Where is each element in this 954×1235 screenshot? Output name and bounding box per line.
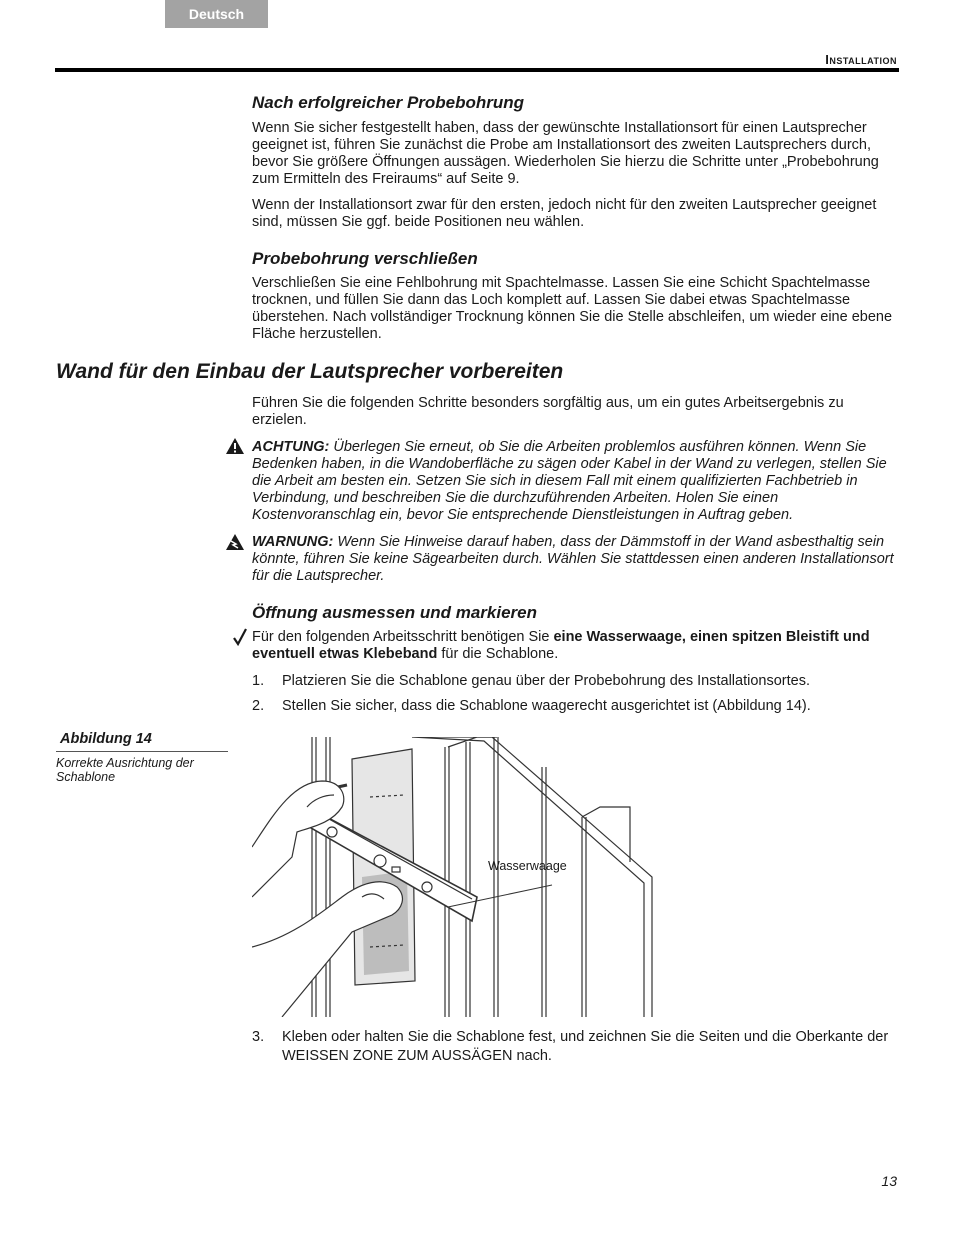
main-heading: Wand für den Einbau der Lautsprecher vorbereiten [56, 360, 564, 383]
list-item [252, 697, 892, 717]
step-number: 1. [252, 673, 265, 689]
tools-text: Für den folgenden Arbeitsschritt benötigen Sie [252, 629, 554, 645]
step-number: 2. [252, 698, 265, 714]
paragraph: Wenn Sie sicher festgestellt haben, dass der gewünschte Installationsort für einen Lautsprecher geeignet ist, führen Sie zunächst die Probe am Installationsort des zweiten Lautsprechers durch, bevor Sie größere Öffnungen aussägen. Wiederholen Sie hierzu die Schritte unter „Probebohrung zum Ermitteln des Freiraums“ auf Seite 9. [252, 120, 879, 187]
tools-text-end: für die Schablone. [437, 646, 559, 662]
language-tab: Deutsch [165, 0, 268, 28]
paragraph: Verschließen Sie eine Fehlbohrung mit Spachtelmasse. Lassen Sie eine Schicht Spachtelmasse trocknen, und füllen Sie dann das Loch komplett auf. Lassen Sie dabei etwas Spachtelmasse überstehen. Nach vollständiger Trocknung können Sie die Stelle abschleifen, um wieder eine ebene Fläche herzustellen. [252, 275, 893, 342]
figure-illustration [252, 737, 670, 1017]
warning-text: Wenn Sie Hinweise darauf haben, dass der Dämmstoff in der Wand asbesthaltig sein könnte, führen Sie keine Sägearbeiten durch. Wählen Sie stattdessen einen anderen Installationsort für die Lautsprecher. [252, 534, 894, 584]
header-rule [55, 68, 899, 72]
step-number: 3. [252, 1029, 265, 1045]
caution-note [252, 439, 900, 524]
step-text: Kleben oder halten Sie die Schablone fest, und zeichnen Sie die Seiten und die Oberkante der WEISSEN ZONE ZUM AUSSÄGEN nach. [282, 1029, 889, 1064]
checkmark-icon [232, 628, 248, 646]
list-item [252, 1028, 892, 1068]
section-title: Nach erfolgreicher Probebohrung [252, 93, 525, 112]
section-measure-mark [252, 604, 900, 621]
list-item [252, 672, 892, 692]
figure-callout: Wasserwaage [488, 859, 567, 873]
page-number: 13 [881, 1173, 897, 1189]
section-title: Öffnung ausmessen und markieren [252, 603, 537, 622]
running-head: Installation [825, 52, 897, 67]
tools-note [252, 629, 900, 663]
figure-caption: Korrekte Ausrichtung der Schablone [56, 756, 194, 784]
step-text: Platzieren Sie die Schablone genau über der Probebohrung des Installationsortes. [282, 673, 810, 689]
step-text: Stellen Sie sicher, dass die Schablone waagerecht ausgerichtet ist (Abbildung 14). [282, 698, 811, 714]
warning-icon [225, 533, 245, 551]
intro-paragraph: Führen Sie die folgenden Schritte besonders sorgfältig aus, um ein gutes Arbeitsergebnis zu erzielen. [252, 395, 844, 428]
warning-label: WARNUNG: [252, 534, 334, 550]
figure-label: Abbildung 14 [56, 731, 228, 752]
section-successful-test [252, 94, 900, 231]
paragraph: Wenn der Installationsort zwar für den ersten, jedoch nicht für den zweiten Lautsprecher geeignet sind, müssen Sie ggf. beide Positionen neu wählen. [252, 197, 877, 230]
warning-note [252, 534, 900, 585]
caution-icon [225, 437, 245, 455]
section-title: Probebohrung verschließen [252, 249, 478, 268]
caution-text: Überlegen Sie erneut, ob Sie die Arbeiten problemlos ausführen können. Wenn Sie Bedenken haben, in die Wandoberfläche zu sägen oder Kabel in der Wand zu verlegen, stellen Sie die Arbeit am besten ein. Setzen Sie sich in diesem Fall mit einem qualifizierten Fachbetrieb in Verbindung, und beschreiben Sie die durchzuführenden Arbeiten. Holen Sie einen Kostenvoranschlag ein, bevor Sie entsprechende Dienstleistungen in Auftrag geben. [252, 439, 887, 523]
caution-label: ACHTUNG: [252, 439, 330, 455]
tools-bold: eine Wasserwaage, einen spitzen Bleistift und eventuell etwas Klebeband [252, 629, 870, 662]
section-close-test-hole [252, 250, 900, 343]
